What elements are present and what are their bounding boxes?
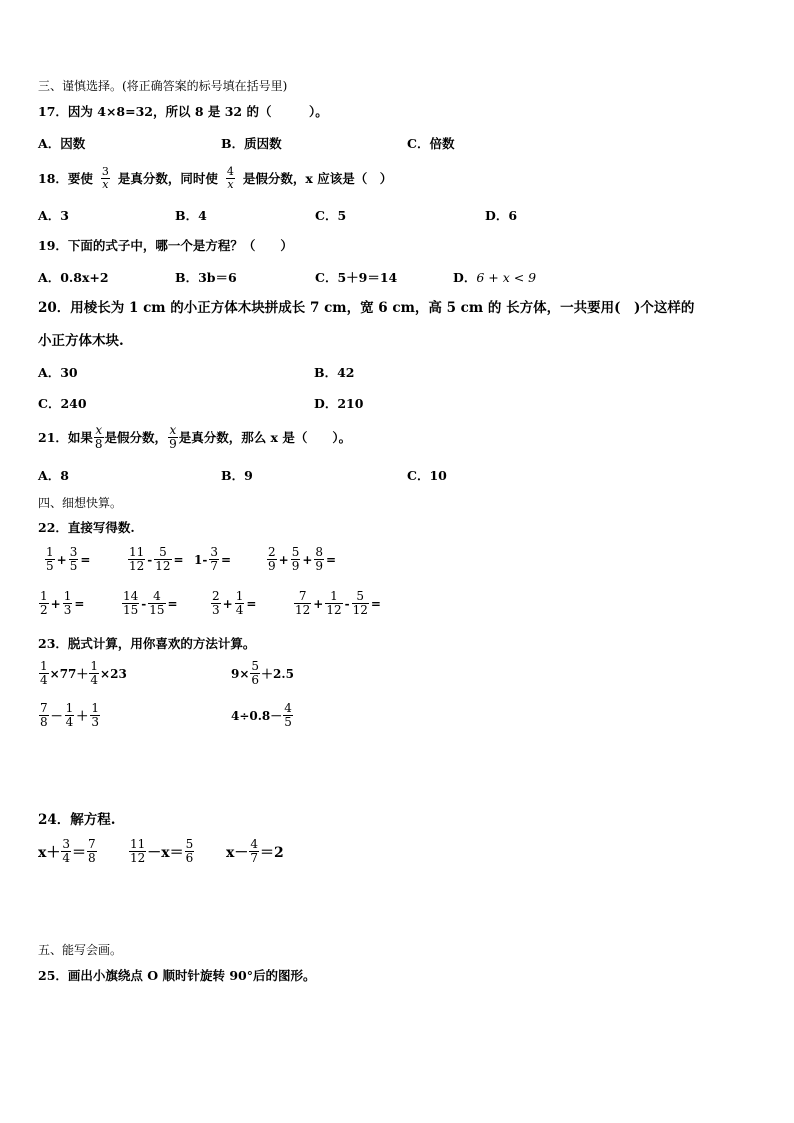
numerator: 4 bbox=[284, 701, 292, 715]
denominator: 12 bbox=[295, 603, 311, 617]
numerator: 4 bbox=[226, 165, 234, 178]
denominator: 15 bbox=[149, 603, 165, 617]
numerator: 2 bbox=[268, 545, 276, 559]
numerator: 7 bbox=[88, 837, 96, 851]
operator: + bbox=[222, 596, 233, 611]
fraction bbox=[122, 590, 139, 617]
option-a: A．30 bbox=[38, 365, 78, 380]
operator: + bbox=[50, 596, 61, 611]
option-d bbox=[453, 270, 536, 286]
fraction bbox=[148, 590, 165, 617]
numerator: 1 bbox=[40, 659, 48, 673]
q23-expr-4 bbox=[231, 702, 294, 729]
numerator: 8 bbox=[315, 545, 324, 559]
fraction bbox=[89, 660, 99, 687]
denominator: 9 bbox=[315, 559, 324, 573]
q22-expr-5 bbox=[38, 590, 85, 617]
denominator: 8 bbox=[94, 437, 103, 451]
numerator: 1 bbox=[235, 589, 244, 603]
equals: = bbox=[246, 596, 257, 611]
fraction bbox=[209, 546, 219, 573]
fraction bbox=[211, 590, 221, 617]
question-21-suffix: 是真分数，那么 x 是（ ）。 bbox=[178, 429, 352, 445]
numerator: 5 bbox=[185, 837, 194, 851]
fraction-3-over-x bbox=[101, 166, 110, 191]
denominator: 4 bbox=[65, 715, 74, 729]
numerator: 14 bbox=[123, 589, 139, 603]
numerator: x bbox=[169, 423, 177, 437]
q22-expr-1 bbox=[44, 546, 91, 573]
denominator: 9 bbox=[268, 559, 276, 573]
denominator: 3 bbox=[212, 603, 220, 617]
q22-expr-2 bbox=[127, 546, 185, 573]
equals: = bbox=[74, 596, 85, 611]
denominator: 5 bbox=[69, 559, 78, 573]
fraction bbox=[283, 702, 293, 729]
question-18-suffix: 是假分数，x 应该是（ ） bbox=[242, 170, 393, 186]
denominator: 9 bbox=[169, 437, 177, 451]
q22-expr-4 bbox=[266, 546, 337, 573]
option-a: A．8 bbox=[38, 468, 69, 483]
q23-expr-1 bbox=[38, 660, 127, 687]
numerator: 3 bbox=[69, 545, 78, 559]
q22-expr-8 bbox=[293, 590, 382, 617]
denominator: 7 bbox=[210, 559, 218, 573]
option-b: B．9 bbox=[221, 468, 253, 483]
option-c: C．5 bbox=[315, 208, 347, 223]
denominator: 7 bbox=[250, 851, 258, 865]
option-d-expression: 6 + x < 9 bbox=[476, 270, 537, 285]
equals: = bbox=[167, 596, 178, 611]
question-22-title: 22．直接写得数. bbox=[38, 520, 135, 535]
operator: - bbox=[141, 596, 147, 611]
question-20-line-1: 20．用棱长为 1 cm 的小正方体木块拼成长 7 cm，宽 6 cm，高 5 cm 的 长方体，一共要用( )个这样的 bbox=[38, 300, 695, 316]
denominator: 3 bbox=[91, 715, 99, 729]
leading-term: 1- bbox=[194, 552, 208, 567]
q24-equation-3 bbox=[226, 838, 284, 865]
denominator: 8 bbox=[88, 851, 96, 865]
numerator: 4 bbox=[250, 837, 258, 851]
term: ×23 bbox=[100, 666, 127, 681]
denominator: 4 bbox=[62, 851, 70, 865]
section-5-title: 五、能写会画。 bbox=[38, 943, 123, 957]
numerator: 1 bbox=[40, 589, 48, 603]
numerator: 7 bbox=[298, 589, 307, 603]
numerator: 7 bbox=[40, 701, 48, 715]
question-25-text: 25．画出小旗绕点 O 顺时针旋转 90°后的图形。 bbox=[38, 968, 316, 983]
option-a: A．因数 bbox=[38, 136, 86, 151]
denominator: 3 bbox=[63, 603, 72, 617]
option-d-label: D． bbox=[453, 270, 477, 285]
q22-expr-6 bbox=[121, 590, 179, 617]
operator: + bbox=[56, 552, 67, 567]
fraction bbox=[267, 546, 277, 573]
operator: ＋ bbox=[76, 709, 89, 723]
numerator: 5 bbox=[291, 545, 300, 559]
term: ×77＋ bbox=[49, 667, 89, 681]
numerator: 1 bbox=[90, 659, 99, 673]
q24-equation-1 bbox=[38, 838, 98, 865]
leading-term: x＋ bbox=[38, 844, 61, 861]
operator: - bbox=[344, 596, 350, 611]
denominator: 15 bbox=[123, 603, 139, 617]
option-d: D．210 bbox=[314, 396, 364, 411]
denominator: 4 bbox=[235, 603, 244, 617]
q24-equation-2 bbox=[128, 838, 195, 865]
denominator: 5 bbox=[46, 559, 54, 573]
q22-expr-3 bbox=[193, 546, 232, 573]
question-19-text: 19．下面的式子中，哪一个是方程？（ ） bbox=[38, 238, 293, 253]
denominator: 12 bbox=[130, 851, 146, 865]
fraction bbox=[39, 590, 49, 617]
denominator: 12 bbox=[129, 559, 145, 573]
denominator: x bbox=[227, 178, 234, 191]
numerator: 1 bbox=[46, 545, 54, 559]
question-21-mid: 是假分数， bbox=[104, 429, 168, 445]
denominator: 12 bbox=[155, 559, 171, 573]
leading-term: x－ bbox=[226, 844, 249, 861]
denominator: 5 bbox=[284, 715, 292, 729]
numerator: 5 bbox=[356, 589, 365, 603]
numerator: 4 bbox=[153, 589, 161, 603]
numerator: 1 bbox=[63, 589, 72, 603]
option-b: B．质因数 bbox=[221, 136, 282, 151]
option-c: C．240 bbox=[38, 396, 87, 411]
numerator: 3 bbox=[101, 165, 109, 178]
denominator: x bbox=[102, 178, 109, 191]
equals: = bbox=[220, 552, 232, 567]
option-b: B．42 bbox=[314, 365, 355, 380]
option-c: C．10 bbox=[407, 468, 447, 483]
question-23-title: 23．脱式计算，用你喜欢的方法计算。 bbox=[38, 636, 256, 651]
numerator: 1 bbox=[330, 589, 338, 603]
section-4-title: 四、细想快算。 bbox=[38, 496, 123, 510]
fraction bbox=[314, 546, 324, 573]
denominator: 12 bbox=[352, 603, 368, 617]
option-c: C．5＋9＝14 bbox=[315, 270, 398, 285]
q22-expr-7 bbox=[210, 590, 257, 617]
fraction bbox=[294, 590, 311, 617]
fraction bbox=[249, 838, 259, 865]
option-b: B．4 bbox=[175, 208, 207, 223]
leading-term: 4÷0.8－ bbox=[231, 709, 283, 723]
numerator: 5 bbox=[159, 545, 167, 559]
equals: = bbox=[326, 552, 337, 567]
denominator: 12 bbox=[326, 603, 342, 617]
fraction bbox=[39, 660, 49, 687]
fraction bbox=[128, 546, 145, 573]
numerator: 5 bbox=[251, 659, 260, 673]
denominator: 4 bbox=[90, 673, 99, 687]
fraction-x-over-9 bbox=[168, 424, 178, 451]
operator: － bbox=[50, 709, 63, 723]
numerator: 11 bbox=[130, 837, 146, 851]
numerator: 11 bbox=[129, 545, 145, 559]
fraction bbox=[291, 546, 301, 573]
fraction bbox=[90, 702, 100, 729]
denominator: 6 bbox=[185, 851, 194, 865]
numerator: 2 bbox=[212, 589, 220, 603]
section-3-title: 三、谨慎选择。(将正确答案的标号填在括号里) bbox=[38, 79, 288, 93]
operator: + bbox=[313, 596, 324, 611]
question-18-mid: 是真分数，同时使 bbox=[117, 170, 218, 186]
term: ＝2 bbox=[260, 844, 284, 861]
option-a: A．0.8x+2 bbox=[38, 270, 109, 285]
question-18-prefix: 18．要使 bbox=[38, 170, 93, 186]
operator: + bbox=[278, 552, 289, 567]
option-d: D．6 bbox=[485, 208, 518, 223]
fraction bbox=[45, 546, 55, 573]
fraction bbox=[154, 546, 171, 573]
fraction bbox=[65, 702, 75, 729]
fraction-4-over-x bbox=[226, 166, 235, 191]
equals: = bbox=[370, 596, 381, 611]
denominator: 9 bbox=[291, 559, 300, 573]
question-18-text bbox=[38, 166, 392, 191]
numerator: 1 bbox=[91, 701, 99, 715]
fraction bbox=[235, 590, 245, 617]
question-21-prefix: 21．如果 bbox=[38, 429, 93, 445]
fraction bbox=[250, 660, 260, 687]
numerator: 3 bbox=[62, 837, 70, 851]
question-21-text bbox=[38, 424, 351, 451]
denominator: 6 bbox=[251, 673, 260, 687]
operator: - bbox=[147, 552, 153, 567]
operator: + bbox=[302, 552, 313, 567]
fraction bbox=[69, 546, 79, 573]
fraction bbox=[325, 590, 342, 617]
numerator: x bbox=[95, 423, 103, 437]
denominator: 2 bbox=[40, 603, 48, 617]
equals: = bbox=[173, 552, 184, 567]
question-17-text: 17．因为 4×8=32，所以 8 是 32 的（ ）。 bbox=[38, 104, 328, 119]
question-20-line-2: 小正方体木块. bbox=[38, 333, 124, 349]
denominator: 8 bbox=[40, 715, 48, 729]
numerator: 1 bbox=[65, 701, 74, 715]
term: －x＝ bbox=[147, 844, 184, 861]
leading-term: 9× bbox=[231, 666, 250, 681]
option-a: A．3 bbox=[38, 208, 69, 223]
fraction-x-over-8 bbox=[94, 424, 104, 451]
option-b: B．3b＝6 bbox=[175, 270, 237, 285]
term: ＋2.5 bbox=[261, 667, 294, 681]
equals: ＝ bbox=[72, 844, 86, 861]
fraction bbox=[87, 838, 97, 865]
fraction bbox=[129, 838, 146, 865]
fraction bbox=[185, 838, 195, 865]
option-c: C．倍数 bbox=[407, 136, 455, 151]
q23-expr-2 bbox=[231, 660, 294, 687]
equals: = bbox=[80, 552, 91, 567]
q23-expr-3 bbox=[38, 702, 101, 729]
fraction bbox=[63, 590, 73, 617]
fraction bbox=[39, 702, 49, 729]
question-24-title: 24．解方程. bbox=[38, 812, 116, 828]
denominator: 4 bbox=[40, 673, 48, 687]
fraction bbox=[61, 838, 71, 865]
fraction bbox=[352, 590, 369, 617]
numerator: 3 bbox=[210, 545, 218, 559]
